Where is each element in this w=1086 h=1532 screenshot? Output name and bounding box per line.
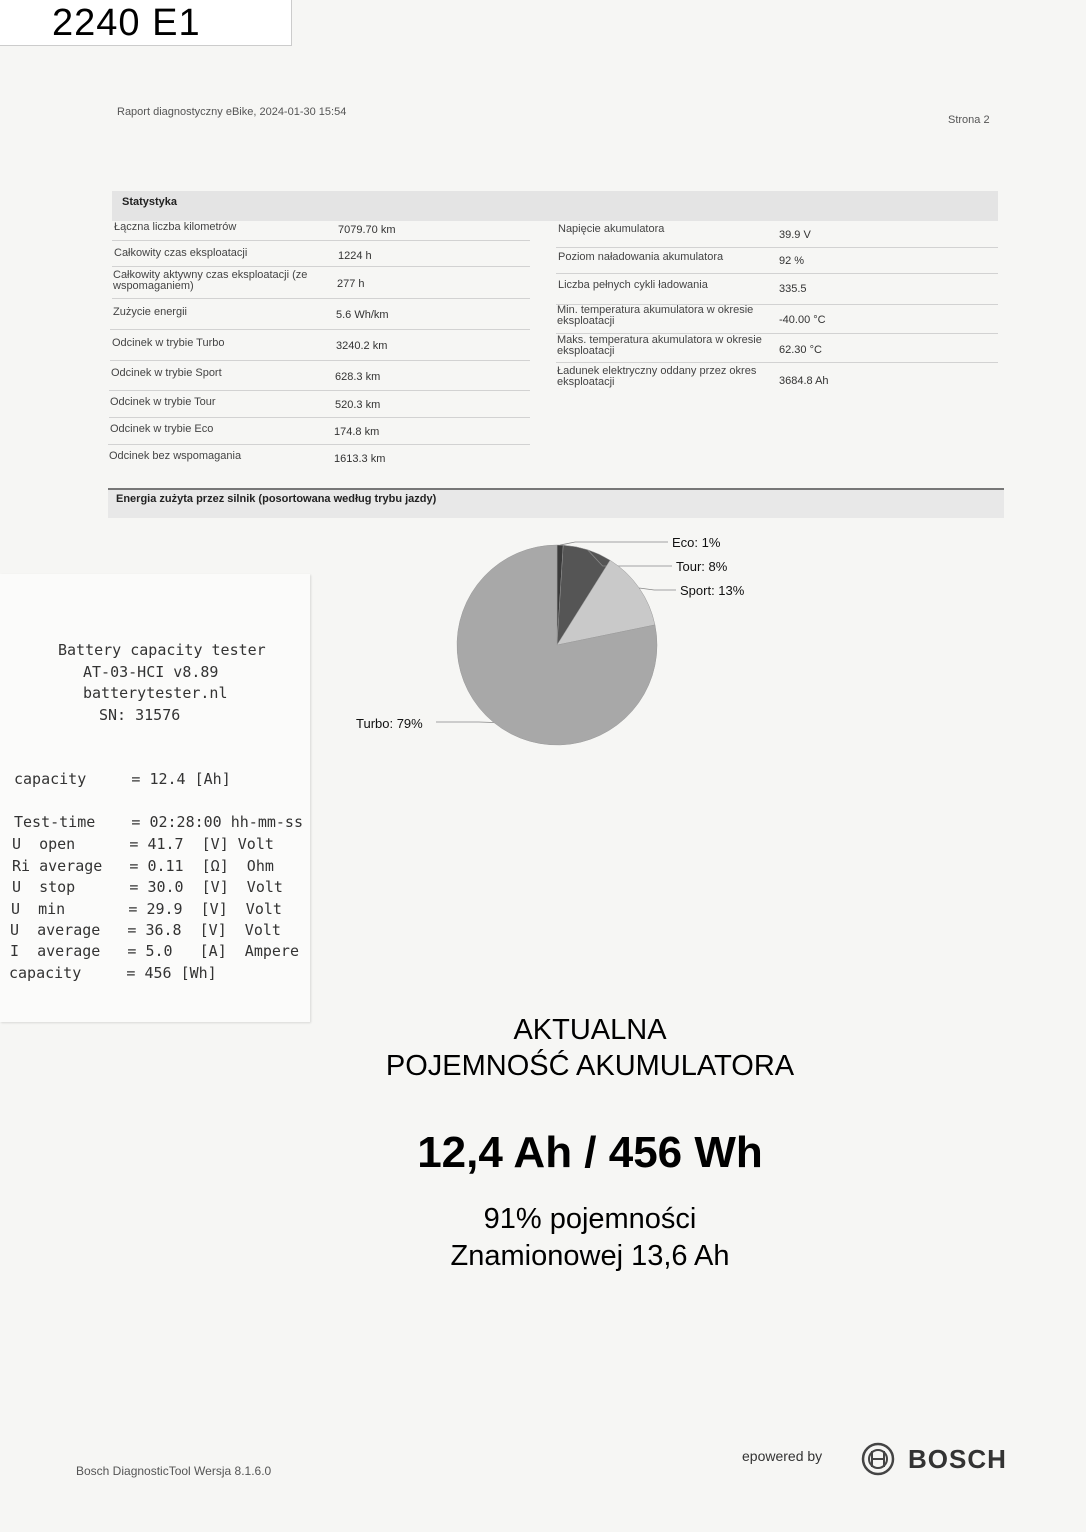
receipt-capacity-ah: capacity = 12.4 [Ah] <box>14 770 231 788</box>
receipt-site: batterytester.nl <box>83 684 228 702</box>
footer-tool-version: Bosch DiagnosticTool Wersja 8.1.6.0 <box>76 1464 272 1478</box>
summary-sub1: 91% pojemności <box>483 1203 697 1235</box>
summary-line2: POJEMNOŚĆ AKUMULATORA <box>385 1050 795 1082</box>
document-tag: 2240 E1 <box>0 0 292 46</box>
stat-value: 628.3 km <box>335 371 381 383</box>
pie-slice <box>557 545 563 645</box>
pie-slice <box>557 545 610 645</box>
stat-label: Odcinek w trybie Tour <box>110 396 216 408</box>
receipt-model: AT-03-HCI v8.89 <box>83 663 219 681</box>
receipt-title: Battery capacity tester <box>58 641 266 659</box>
receipt-line: U stop = 30.0 [V] Volt <box>12 878 283 896</box>
stat-value: 3684.8 Ah <box>779 375 829 387</box>
summary-line1: AKTUALNA <box>513 1014 667 1046</box>
stat-label: Ładunek elektryczny oddany przez okres eksploatacji <box>557 365 757 388</box>
stat-value: 335.5 <box>779 283 807 295</box>
receipt-line: U average = 36.8 [V] Volt <box>10 921 281 939</box>
stat-value: 3240.2 km <box>336 340 388 352</box>
battery-tester-receipt <box>0 574 310 1022</box>
pie-label-tour: Tour: 8% <box>676 559 728 574</box>
stat-label: Napięcie akumulatora <box>558 223 665 235</box>
stat-label: Poziom naładowania akumulatora <box>558 251 724 263</box>
energy-heading: Energia zużyta przez silnik (posortowana według trybu jazdy) <box>108 488 1004 518</box>
stat-label: Liczba pełnych cykli ładowania <box>558 279 708 291</box>
stat-value: 5.6 Wh/km <box>336 309 389 321</box>
pie-leader-line <box>639 588 676 590</box>
report-title: Raport diagnostyczny eBike, 2024-01-30 15:54 <box>117 106 347 118</box>
bosch-logo-icon <box>861 1442 895 1476</box>
stat-label: Maks. temperatura akumulatora w okresie eksploatacji <box>557 334 762 357</box>
stat-label: Całkowity aktywny czas eksploatacji (ze wspomaganiem) <box>113 269 308 292</box>
receipt-line: U min = 29.9 [V] Volt <box>11 900 282 918</box>
page-number: Strona 2 <box>948 114 990 126</box>
stat-label: Odcinek w trybie Sport <box>111 367 222 379</box>
footer-powered-by: epowered by <box>742 1448 823 1464</box>
pie-label-turbo: Turbo: 79% <box>356 716 423 731</box>
stat-label: Łączna liczba kilometrów <box>114 221 237 233</box>
stat-value: -40.00 °C <box>779 314 826 326</box>
stat-value: 174.8 km <box>334 426 380 438</box>
stat-value: 92 % <box>779 255 805 267</box>
stat-value: 1224 h <box>338 250 372 262</box>
receipt-line: U open = 41.7 [V] Volt <box>12 835 274 853</box>
receipt-line: Ri average = 0.11 [Ω] Ohm <box>12 857 274 875</box>
pie-label-eco: Eco: 1% <box>672 535 721 550</box>
stat-label: Zużycie energii <box>113 306 187 318</box>
pie-slice <box>457 545 657 745</box>
pie-slice <box>557 560 655 645</box>
capacity-headline: 12,4 Ah / 456 Wh <box>417 1128 763 1177</box>
receipt-line: Test-time = 02:28:00 hh-mm-ss <box>14 813 303 831</box>
stat-label: Odcinek w trybie Eco <box>110 423 214 435</box>
stat-label: Odcinek bez wspomagania <box>109 450 242 462</box>
receipt-serial: SN: 31576 <box>99 706 181 724</box>
stat-value: 277 h <box>337 278 365 290</box>
stat-value: 39.9 V <box>779 229 811 241</box>
statistics-heading: Statystyka <box>112 191 998 221</box>
stat-label: Min. temperatura akumulatora w okresie eksploatacji <box>557 304 754 327</box>
receipt-line: capacity = 456 [Wh] <box>9 964 217 982</box>
footer-brand: BOSCH <box>908 1444 1007 1474</box>
pie-leader-line <box>560 542 668 545</box>
pie-label-sport: Sport: 13% <box>680 583 745 598</box>
stat-value: 7079.70 km <box>338 224 396 236</box>
summary-sub2: Znamionowej 13,6 Ah <box>450 1240 730 1272</box>
stat-label: Odcinek w trybie Turbo <box>112 337 225 349</box>
stat-value: 520.3 km <box>335 399 381 411</box>
stat-value: 62.30 °C <box>779 344 822 356</box>
pie-leader-line <box>588 550 672 566</box>
stat-value: 1613.3 km <box>334 453 386 465</box>
stat-label: Całkowity czas eksploatacji <box>114 247 248 259</box>
receipt-line: I average = 5.0 [A] Ampere <box>10 942 299 960</box>
